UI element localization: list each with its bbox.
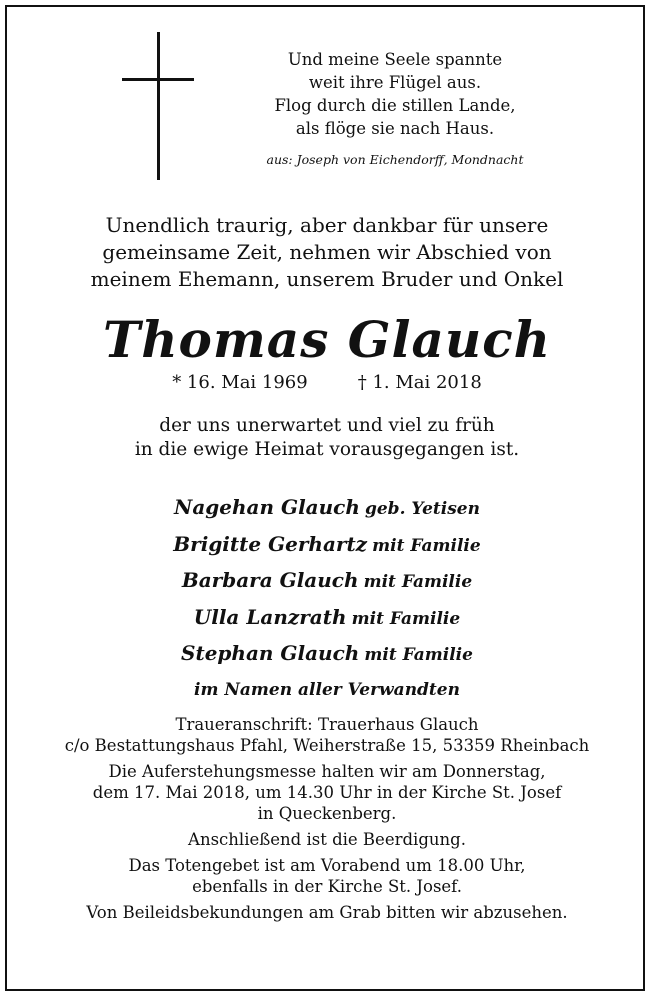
mass-line: in Queckenberg. <box>257 804 397 823</box>
mourner-relatives: im Namen aller Verwandten <box>194 679 460 700</box>
mourner-suffix: mit Familie <box>372 535 481 556</box>
mourner-name: Nagehan Glauch <box>174 495 360 519</box>
poem-line: Und meine Seele spannte <box>287 50 503 69</box>
mourner-name: Brigitte Gerhartz <box>173 531 368 556</box>
intro-text <box>40 212 614 293</box>
address-line: Traueranschrift: Trauerhaus Glauch <box>175 715 479 734</box>
poem-line: Flog durch die stillen Lande, <box>274 96 516 115</box>
mourner-entry <box>40 600 614 637</box>
mourner-entry <box>40 673 614 708</box>
mourner-entry <box>40 636 614 673</box>
mourner-name: Ulla Lanzrath <box>193 604 347 629</box>
passing-line: in die ewige Heimat vorausgegangen ist. <box>134 439 520 460</box>
intro-line: gemeinsame Zeit, nehmen wir Abschied von <box>102 240 552 264</box>
mass-line: dem 17. Mai 2018, um 14.30 Uhr in der Kirche St. Josef <box>92 783 562 802</box>
prayer-line: Das Totengebet ist am Vorabend um 18.00 Uhr, <box>128 856 526 875</box>
address-line: c/o Bestattungshaus Pfahl, Weiherstraße 15, 53359 Rheinbach <box>64 736 590 755</box>
poem-source: aus: Joseph von Eichendorff, Mondnacht <box>266 152 524 167</box>
passing-text <box>40 414 614 462</box>
mourner-suffix: mit Familie <box>363 572 473 592</box>
burial-line: Anschließend ist die Beerdigung. <box>188 830 466 849</box>
death-date: † 1. Mai 2018 <box>357 372 482 393</box>
mass-line: Die Auferstehungsmesse halten wir am Donnerstag, <box>108 762 546 781</box>
funeral-info <box>20 714 634 923</box>
cross-vertical-bar <box>157 32 160 180</box>
deceased-name: Thomas Glauch <box>102 310 551 369</box>
mourner-name: Barbara Glauch <box>181 568 359 592</box>
poem-line: als flöge sie nach Haus. <box>295 119 495 138</box>
mourner-suffix: mit Familie <box>364 645 473 665</box>
intro-line: meinem Ehemann, unserem Bruder und Onkel <box>90 267 564 291</box>
condolence-line: Von Beileidsbekundungen am Grab bitten wir abzusehen. <box>86 903 568 922</box>
mourner-suffix: geb. Yetisen <box>364 499 480 519</box>
cross-horizontal-bar <box>122 78 194 81</box>
poem-line: weit ihre Flügel aus. <box>308 73 482 92</box>
mourner-entry <box>40 527 614 564</box>
life-dates <box>0 370 654 396</box>
poem-verse <box>230 48 560 140</box>
mourner-suffix: mit Familie <box>351 608 461 629</box>
intro-line: Unendlich traurig, aber dankbar für unsere <box>105 213 549 237</box>
passing-line: der uns unerwartet und viel zu früh <box>159 415 495 436</box>
mourner-entry <box>40 490 614 527</box>
mourner-name: Stephan Glauch <box>181 641 360 665</box>
mourners-list <box>40 490 614 707</box>
birth-date: * 16. Mai 1969 <box>172 372 308 393</box>
mourner-entry <box>40 563 614 600</box>
prayer-line: ebenfalls in der Kirche St. Josef. <box>192 877 462 896</box>
